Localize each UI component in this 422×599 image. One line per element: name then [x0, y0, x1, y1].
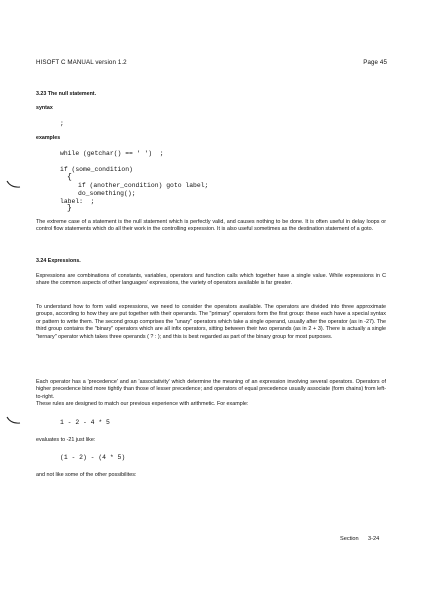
expressions-paragraph-2: To understand how to form valid expressions, we need to consider the operators available. The operators are divided into three approximate groups, according to how they are put together with their operands. The "primary" operators form the first group: these each have a special syntax or pattern to write them. The second group comprises the "unary" operators which take a single operand, usually after the operator (as in -27). The third group contains the "binary" operators which are all infix operators, sitting between their two operands (as in 2 + 3). There is actually a single "ternary" operator which takes three operands ( ? : ); and this is best regarded as part of the binary group for most purposes. [36, 304, 386, 340]
code-line: label: ; [60, 198, 95, 205]
section-title-null-statement: 3.23 The null statement. [36, 91, 97, 97]
evaluates-text: evaluates to -21 just like: [36, 437, 96, 443]
margin-tick-mark [6, 178, 22, 190]
running-header-title: HISOFT C MANUAL version 1.2 [36, 59, 127, 66]
footer-page-number: 3-24 [368, 536, 380, 542]
examples-label: examples [36, 135, 61, 141]
expressions-paragraph-4: These rules are designed to match our previous experience with arithmetic. For example: [36, 401, 249, 407]
footer-section-label: Section [340, 536, 359, 542]
code-line: { [67, 173, 72, 182]
code-line: } [67, 204, 72, 213]
code-line: do_something(); [78, 190, 136, 197]
example-expression-2: (1 - 2) - (4 * 5) [60, 454, 126, 461]
example-expression-1: 1 - 2 - 4 * 5 [60, 419, 110, 426]
and-not-text: and not like some of the other possibilites: [36, 472, 137, 478]
syntax-label: syntax [36, 105, 53, 111]
syntax-code: ; [60, 120, 64, 127]
null-statement-paragraph: The extreme case of a statement is the null statement which is perfectly valid, and causes nothing to be done. It is often useful in delay loops or control flow statements which do all their work in the controlling expression. It is also useful sometimes as the destination statement of a goto. [36, 219, 386, 233]
code-line: while (getchar() == ' ') ; [60, 150, 164, 157]
code-line: if (some_condition) [60, 166, 133, 173]
code-line: if (another_condition) goto label; [78, 182, 209, 189]
margin-tick-mark [6, 414, 22, 426]
expressions-paragraph-1: Expressions are combinations of constants, variables, operators and function calls which together have a single value. While expressions in C share the common aspects of other languages' expressions, the variety of operators available is far greater. [36, 273, 386, 287]
expressions-paragraph-3: Each operator has a 'precedence' and an 'associativity' which determine the meaning of an expression involving several operators. Operators of higher precedence bind more tightly than those of lesser precedence; and operators of equal precedence usually associate (form chains) from left-to-right. [36, 379, 386, 400]
section-title-expressions: 3.24 Expressions. [36, 258, 81, 264]
running-header-page: Page 45 [363, 59, 387, 66]
